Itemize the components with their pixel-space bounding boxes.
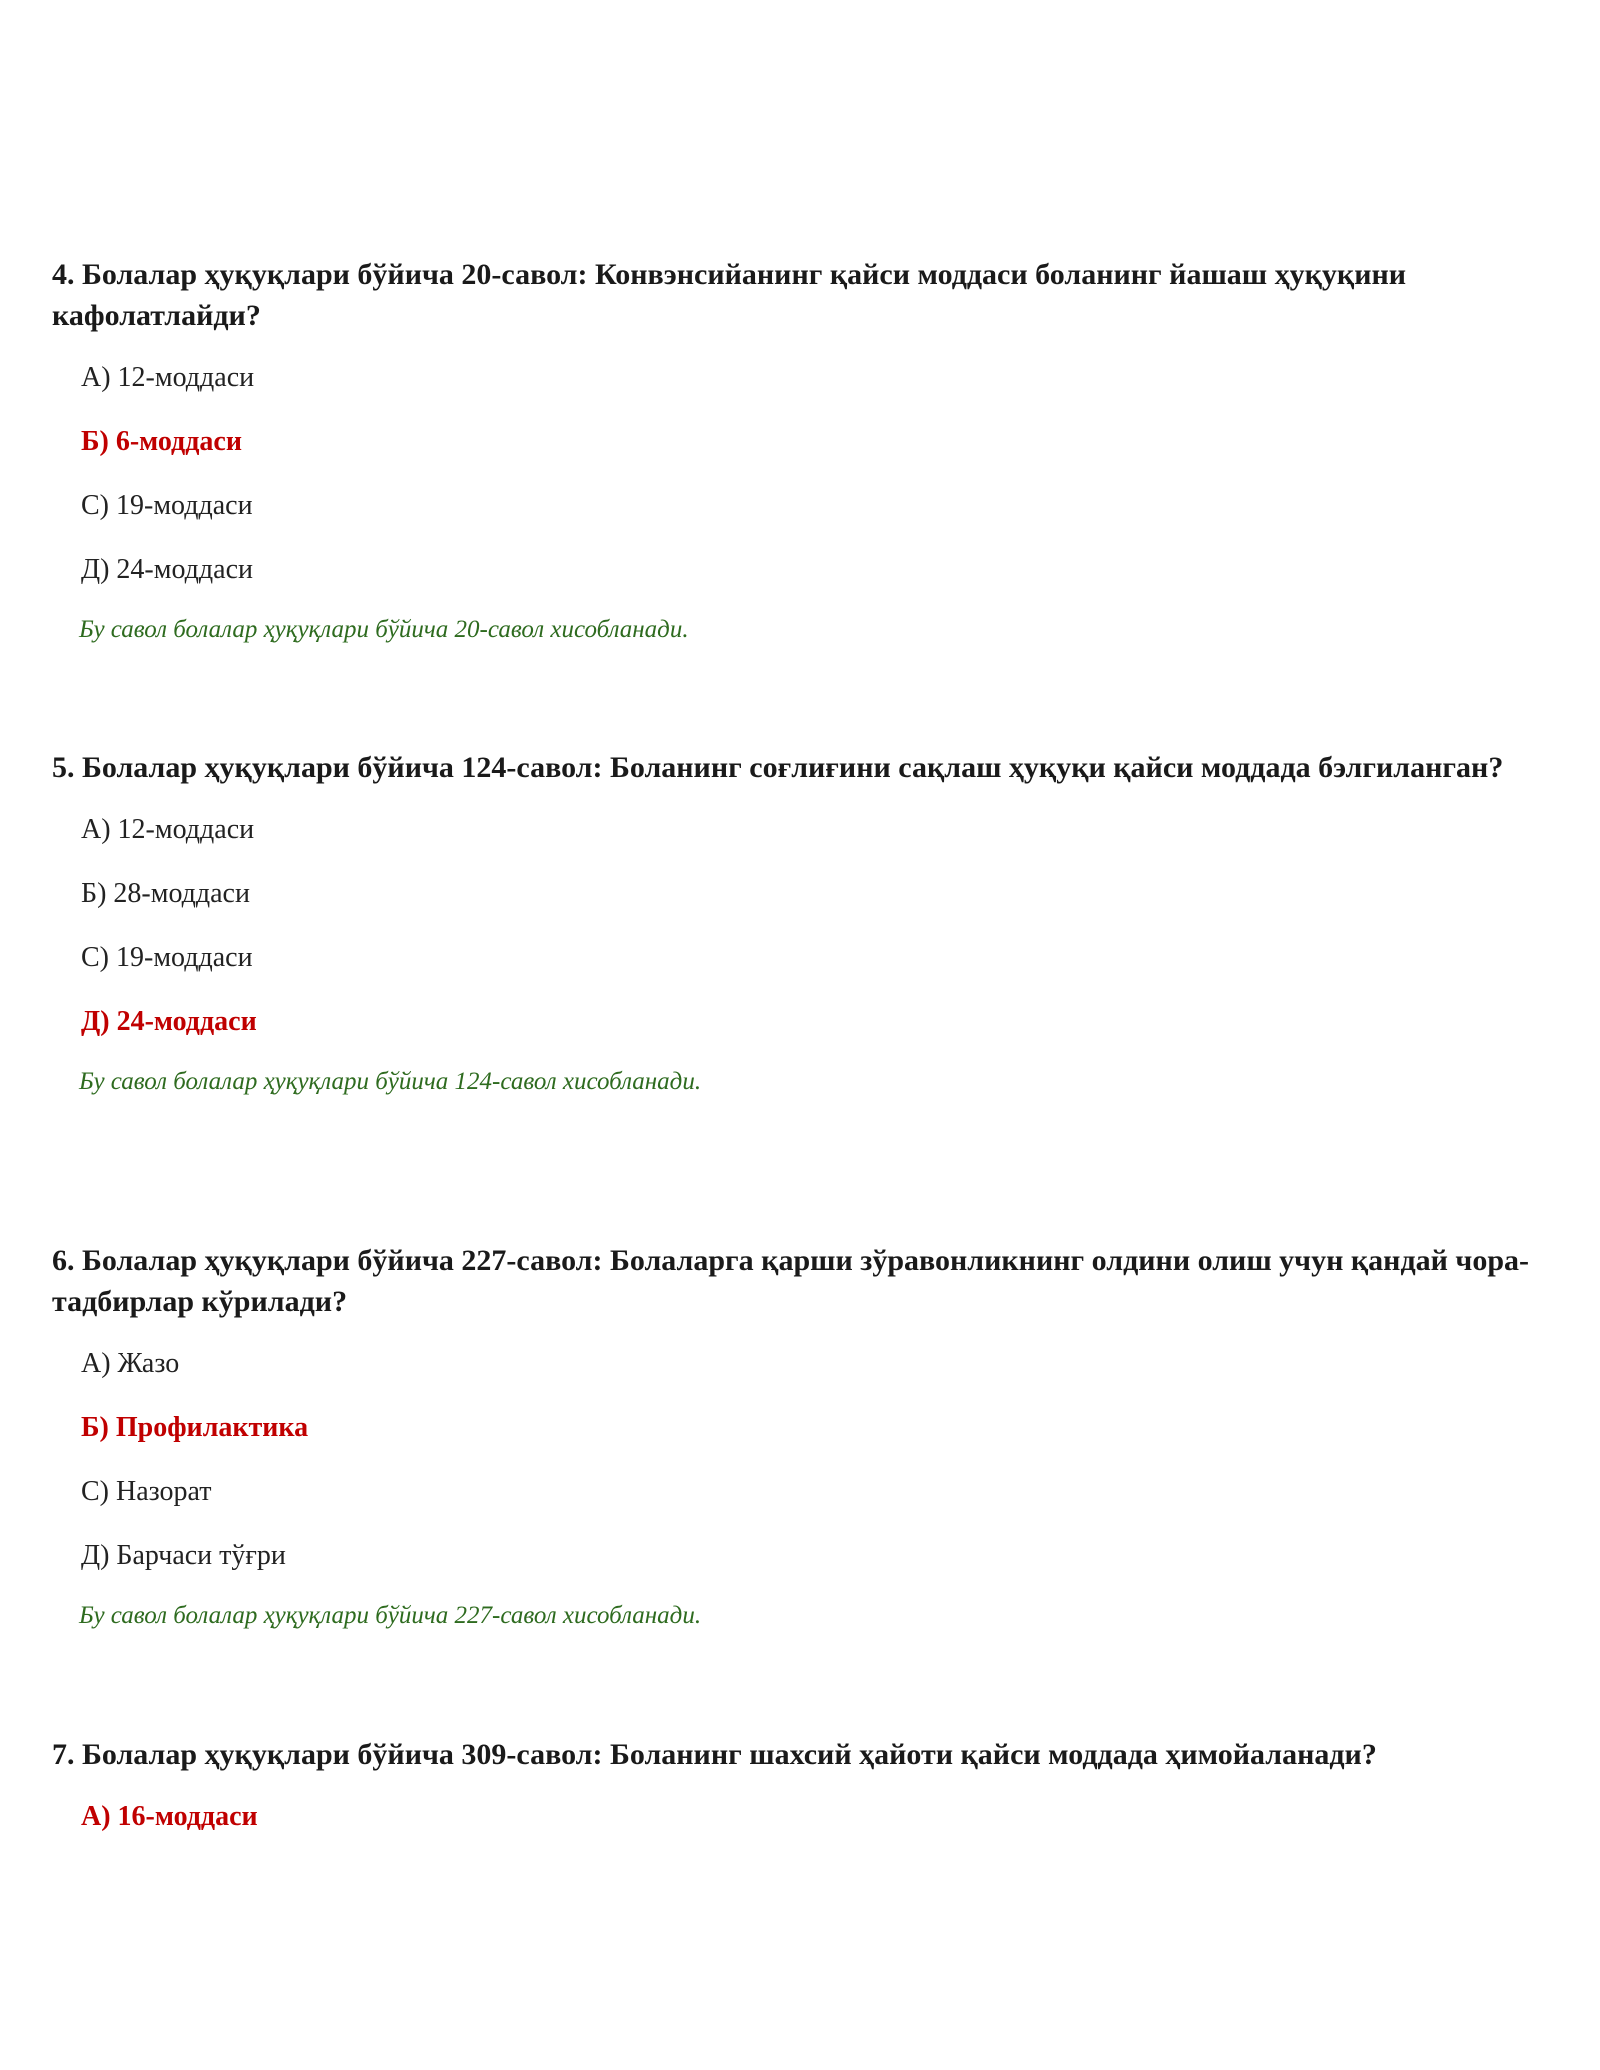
answer-option-d: Д) 24-моддаси [81, 554, 253, 585]
answer-option-a: А) 12-моддаси [81, 814, 255, 845]
answer-option-a-correct: А) 16-моддаси [81, 1801, 258, 1832]
answer-option-c: С) 19-моддаси [81, 942, 253, 973]
question-title: 7. Болалар ҳуқуқлари бўйича 309-савол: Боланинг шахсий ҳайоти қайси моддада ҳимойаланади? [52, 1738, 1377, 1771]
question-4 [52, 254, 1552, 671]
answer-option-b: Б) 28-моддаси [81, 878, 250, 909]
answer-option-a: А) 12-моддаси [81, 362, 255, 393]
answer-option-b-correct: Б) 6-моддаси [81, 426, 242, 457]
question-title: 4. Болалар ҳуқуқлари бўйича 20-савол: Конвэнсийанинг қайси моддаси боланинг йашаш ҳуқуқини кафолатлайди? [52, 258, 1407, 332]
answer-options [52, 1800, 1552, 1864]
answer-option-d-correct: Д) 24-моддаси [81, 1006, 257, 1037]
question-title: 5. Болалар ҳуқуқлари бўйича 124-савол: Боланинг соғлиғини сақлаш ҳуқуқи қайси моддада бэлгиланган? [52, 751, 1504, 784]
answer-option-a: А) Жазо [81, 1348, 180, 1379]
answer-options [52, 813, 1552, 1069]
answer-option-c: С) Назорат [81, 1476, 212, 1507]
answer-options [52, 361, 1552, 617]
answer-option-b-correct: Б) Профилактика [81, 1412, 309, 1443]
question-6 [52, 1240, 1552, 1657]
question-note: Бу савол болалар ҳуқуқлари бўйича 20-савол хисобланади. [79, 616, 689, 643]
answer-options [52, 1347, 1552, 1603]
question-7 [52, 1734, 1552, 1864]
question-note: Бу савол болалар ҳуқуқлари бўйича 124-савол хисобланади. [79, 1068, 702, 1095]
answer-option-c: С) 19-моддаси [81, 490, 253, 521]
question-5 [52, 747, 1552, 1123]
answer-option-d: Д) Барчаси тўғри [81, 1540, 286, 1571]
question-title: 6. Болалар ҳуқуқлари бўйича 227-савол: Болаларга қарши зўравонликнинг олдини олиш учун қандай чора-тадбирлар кўрилади? [52, 1244, 1530, 1318]
question-note: Бу савол болалар ҳуқуқлари бўйича 227-савол хисобланади. [79, 1602, 702, 1629]
